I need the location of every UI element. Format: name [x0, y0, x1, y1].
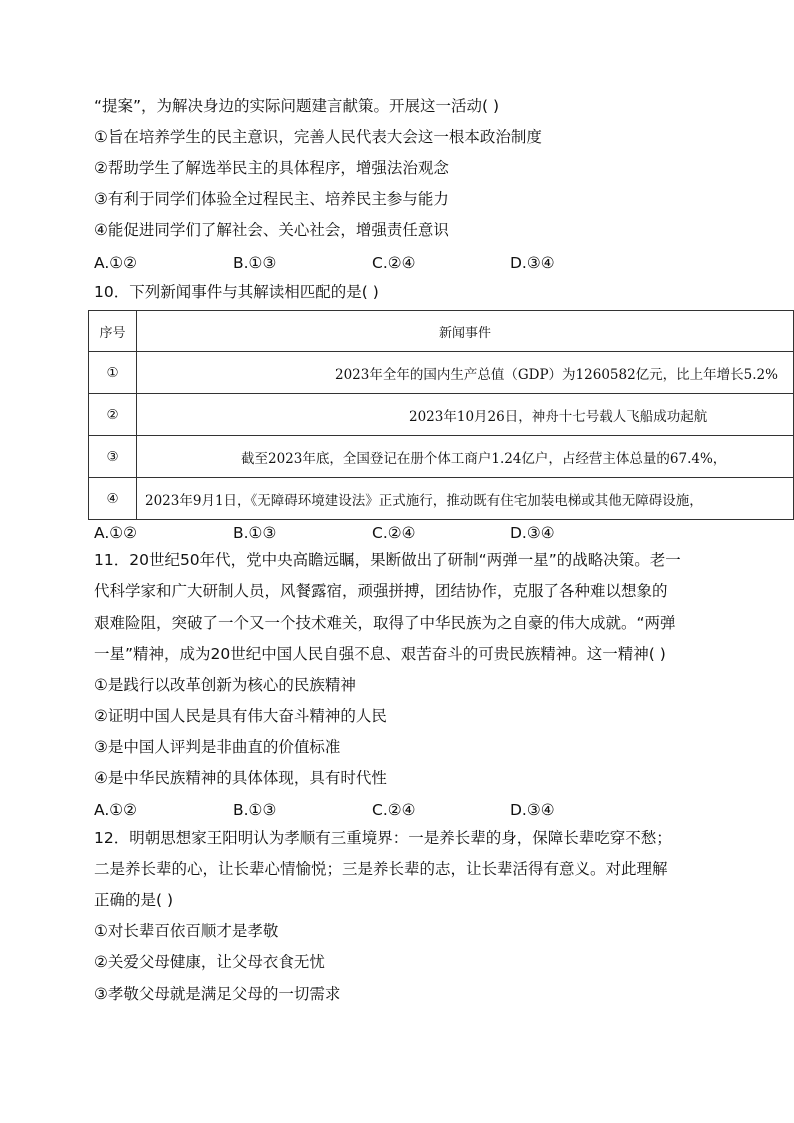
q11-stem-line: 代科学家和广大研制人员，风餐露宿，顽强拼搏，团结协作，克服了各种难以想象的: [94, 582, 668, 600]
q10-option-a: A.①②: [94, 524, 138, 542]
q9-option-b: B.①③: [233, 254, 277, 272]
row-event: 2023年9月1日，《无障碍环境建设法》正式施行，推动既有住宅加装电梯或其他无障碍设施，: [145, 492, 703, 509]
q9-statement-4: ④能促进同学们了解社会、关心社会，增强责任意识: [94, 221, 449, 239]
q9-option-c: C.②④: [372, 254, 416, 272]
q9-options: [94, 252, 714, 274]
q10-options: [94, 522, 714, 544]
table-row: [89, 394, 794, 436]
q12-statement-2: ②关爱父母健康，让父母衣食无忧: [94, 953, 325, 971]
q10-option-c: C.②④: [372, 524, 416, 542]
q9-option-d: D.③④: [510, 254, 555, 272]
q10-option-d: D.③④: [510, 524, 555, 542]
row-event: 截至2023年底，全国登记在册个体工商户1.24亿户，占经营主体总量的67.4%，: [241, 450, 727, 467]
table-row: [89, 478, 794, 520]
table-row: [89, 352, 794, 394]
q11-option-c: C.②④: [372, 801, 416, 819]
q11-option-a: A.①②: [94, 801, 138, 819]
q12-stem-line: 正确的是( ): [94, 891, 174, 909]
row-number: ②: [89, 394, 137, 436]
table-header-row: [89, 311, 794, 352]
q12-statement-3: ③孝敬父母就是满足父母的一切需求: [94, 985, 341, 1003]
row-number: ④: [89, 478, 137, 520]
q10-option-b: B.①③: [233, 524, 277, 542]
q11-stem-line: 艰难险阻，突破了一个又一个技术难关，取得了中华民族为之自豪的伟大成就。“两弹: [94, 614, 676, 632]
row-event: 2023年全年的国内生产总值（GDP）为1260582亿元，比上年增长5.2%: [335, 366, 778, 383]
q11-statement-4: ④是中华民族精神的具体体现，具有时代性: [94, 769, 387, 787]
q11-options: [94, 799, 714, 821]
q11-option-b: B.①③: [233, 801, 277, 819]
header-number: 序号: [89, 311, 137, 352]
q11-statement-1: ①是践行以改革创新为核心的民族精神: [94, 676, 356, 694]
row-number: ①: [89, 352, 137, 394]
q11-stem-line: 一星”精神，成为20世纪中国人民自强不息、艰苦奋斗的可贵民族精神。这一精神( ): [94, 645, 666, 663]
q9-stem-line: “提案”，为解决身边的实际问题建言献策。开展这一活动( ): [94, 97, 500, 115]
q12-statement-1: ①对长辈百依百顺才是孝敬: [94, 922, 279, 940]
q9-statement-1: ①旨在培养学生的民主意识，完善人民代表大会这一根本政治制度: [94, 128, 542, 146]
row-number: ③: [89, 436, 137, 478]
q11-statement-3: ③是中国人评判是非曲直的价值标准: [94, 738, 341, 756]
q12-stem-line: 12．明朝思想家王阳明认为孝顺有三重境界：一是养长辈的身，保障长辈吃穿不愁；: [94, 829, 672, 847]
q12-stem-line: 二是养长辈的心，让长辈心情愉悦；三是养长辈的志，让长辈活得有意义。对此理解: [94, 860, 668, 878]
q10-stem: 10．下列新闻事件与其解读相匹配的是( ): [94, 283, 379, 301]
news-table: [88, 310, 794, 520]
q11-stem-line: 11．20世纪50年代，党中央高瞻远瞩，果断做出了研制“两弹一星”的战略决策。老一: [94, 551, 681, 569]
q11-statement-2: ②证明中国人民是具有伟大奋斗精神的人民: [94, 707, 387, 725]
q9-statement-3: ③有利于同学们体验全过程民主、培养民主参与能力: [94, 190, 449, 208]
table-row: [89, 436, 794, 478]
q11-option-d: D.③④: [510, 801, 555, 819]
q9-option-a: A.①②: [94, 254, 138, 272]
header-event: 新闻事件: [137, 311, 794, 352]
row-event: 2023年10月26日，神舟十七号载人飞船成功起航: [409, 408, 708, 425]
q9-statement-2: ②帮助学生了解选举民主的具体程序，增强法治观念: [94, 159, 449, 177]
